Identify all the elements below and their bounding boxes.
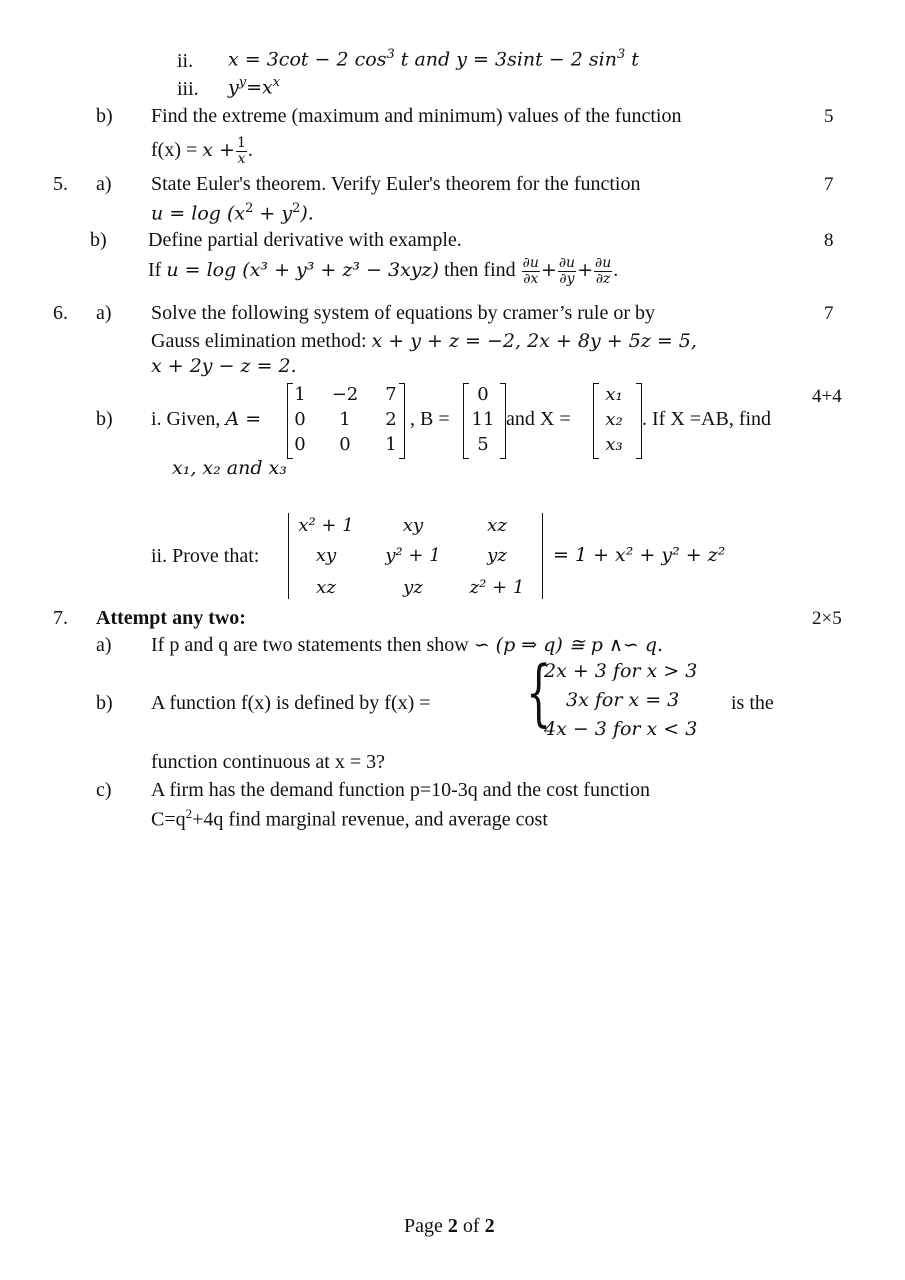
q7-a-text: If p and q are two statements then show ∽ (p ⇒ q) ≅ p ∧∽ q. [151,634,664,656]
q7-b-isthe: is the [731,692,774,714]
q6-b-x-eq: and X = [506,408,571,430]
determinant-cell-r2c1: xy [315,545,337,566]
determinant-cell-r3c3: z² + 1 [469,577,525,598]
q7-c-line2: $C=q^2+4q$ find marginal revenue, and average cost [151,806,548,831]
matrix-x-cell-r2c1: x₂ [605,409,623,430]
item-iii-label: iii. [177,78,199,100]
q6-a-marks: 7 [824,303,834,324]
q7-title: Attempt any two: [96,607,246,629]
determinant-right-bar [542,513,543,599]
q4-b-marks: 5 [824,106,834,127]
q5-a-marks: 7 [824,174,834,195]
matrix-a-cell-r1c2: −2 [331,384,359,405]
case-1: 2x + 3 for x > 3 [544,660,698,682]
q6-b-given: i. Given, A = [151,408,262,430]
matrix-a-cell-r3c2: 0 [339,434,351,455]
matrix-a-cell-r1c3: 7 [385,384,397,405]
prove-rhs: = 1 + x² + y² + z² [553,544,726,566]
matrix-x-cell-r3c1: x₃ [605,434,623,455]
matrix-x-cell-r1c1: x₁ [605,384,623,405]
matrix-a-cell-r2c3: 2 [385,409,397,430]
case-2: 3x for x = 3 [566,689,680,711]
q7-a-label: a) [96,634,112,656]
matrix-b-cell-r1c1: 0 [477,384,489,405]
q5-a-text: State Euler's theorem. Verify Euler's theorem for the function [151,173,641,195]
determinant-cell-r1c3: xz [487,515,507,536]
matrix-a-cell-r1c1: 1 [294,384,306,405]
matrix-a-cell-r3c3: 1 [385,434,397,455]
q6-number: 6. [53,302,68,324]
q6-a-label: a) [96,302,112,324]
cases-brace: { [526,650,552,734]
q5-b-marks: 8 [824,230,834,251]
matrix-a-cell-r2c2: 1 [339,409,351,430]
q4-b-function: f(x) = x + $\frac{1}{x}$ . [151,135,253,167]
q5-number: 5. [53,173,68,195]
matrix-a-cell-r2c1: 0 [294,409,306,430]
q4-b-label: b) [96,105,113,127]
determinant-cell-r2c2: y² + 1 [385,545,441,566]
q6-b-tail: . If X =AB, find [642,408,772,430]
q6-b-label: b) [96,408,113,430]
q5-b-label: b) [90,229,107,251]
q6-b-find-vars: x₁, x₂ and x₃ [172,457,287,479]
q5-b-text: Define partial derivative with example. [148,229,462,251]
item-ii-equation: x = 3cot − 2 $\cos^3 t$ and y = 3sint − 2 $\sin^3 t$ [228,47,639,71]
q7-marks: 2×5 [812,608,842,629]
q7-number: 7. [53,607,68,629]
q7-b-label: b) [96,692,113,714]
item-ii-label: ii. [177,50,194,72]
case-3: 4x − 3 for x < 3 [544,718,698,740]
determinant-cell-r3c2: yz [403,577,423,598]
q6-a-line3: x + 2y − z = 2. [151,355,297,377]
q6-b-b-eq: , B = [410,408,450,430]
q7-b-line2: function continuous at x = 3? [151,751,386,773]
q7-c-label: c) [96,779,112,801]
page-footer: Page 2 of 2 [404,1215,495,1237]
determinant-cell-r2c3: yz [487,545,507,566]
determinant-cell-r1c2: xy [402,515,424,536]
q7-c-text: A firm has the demand function p=10-3q and the cost function [151,779,650,801]
determinant-cell-r1c1: x² + 1 [298,515,354,536]
q6-b-marks: 4+4 [812,386,842,407]
q5-a-label: a) [96,173,112,195]
item-iii-equation: $y^y=x^x$ [228,75,281,99]
matrix-a-cell-r3c1: 0 [294,434,306,455]
q5-b-question: If u = log (x³ + y³ + z³ − 3xyz) then find $\frac{\partial u}{\partial x}$ + $\frac{\partial u}{\partial y}$ + $\frac{\partial u}{\partial z}$ . [148,255,619,287]
prove-label: ii. Prove that: [151,545,260,567]
q6-a-line2: Gauss elimination method: x + y + z = −2, 2x + 8y + 5z = 5, [151,330,697,352]
matrix-b-cell-r3c1: 5 [477,434,489,455]
matrix-b-cell-r2c1: 11 [471,409,495,430]
q4-b-text: Find the extreme (maximum and minimum) values of the function [151,105,682,127]
determinant-cell-r3c1: xz [316,577,336,598]
q6-a-text: Solve the following system of equations by cramer’s rule or by [151,302,655,324]
q7-b-text: A function f(x) is defined by f(x) = [151,692,431,714]
q5-a-function: $u = \log (x^2 + y^2)$. [151,201,314,225]
